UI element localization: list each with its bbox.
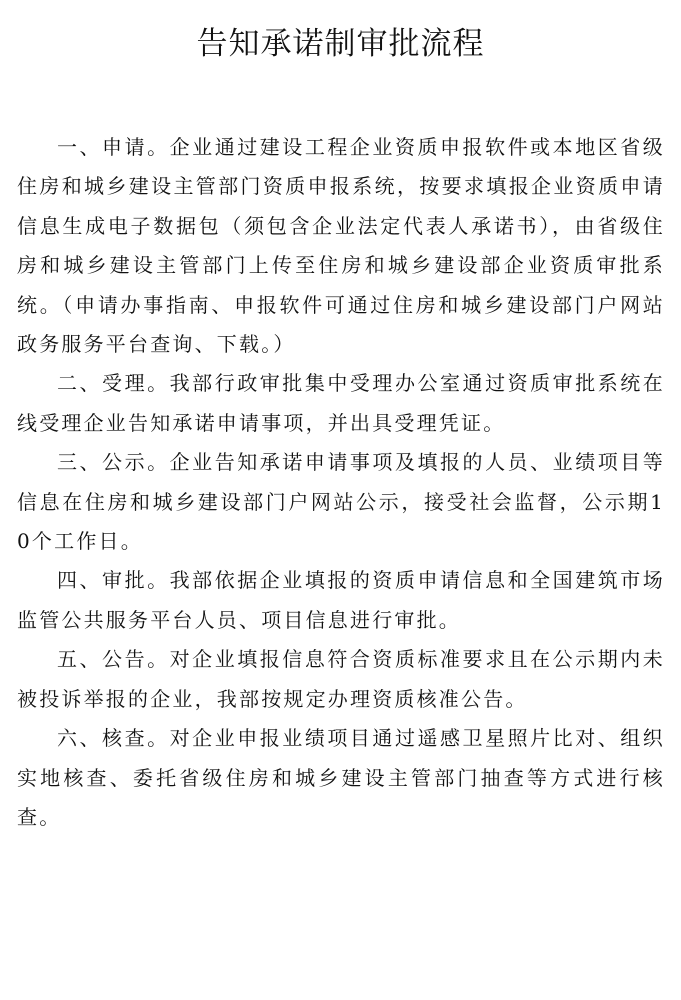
paragraph-announcement: 五、公告。对企业填报信息符合资质标准要求且在公示期内未被投诉举报的企业，我部按规定办理资质核准公告。 (17, 647, 665, 711)
paragraph-approval: 四、审批。我部依据企业填报的资质申请信息和全国建筑市场监管公共服务平台人员、项目信息进行审批。 (17, 568, 665, 632)
paragraph-acceptance: 二、受理。我部行政审批集中受理办公室通过资质审批系统在线受理企业告知承诺申请事项，并出具受理凭证。 (17, 371, 665, 435)
document-body (17, 128, 665, 837)
paragraph-verification: 六、核查。对企业申报业绩项目通过遥感卫星照片比对、组织实地核查、委托省级住房和城乡建设主管部门抽查等方式进行核查。 (17, 726, 665, 829)
paragraph-publicity: 三、公示。企业告知承诺申请事项及填报的人员、业绩项目等信息在住房和城乡建设部门户网站公示，接受社会监督，公示期10个工作日。 (17, 450, 665, 554)
paragraph-application: 一、申请。企业通过建设工程企业资质申报软件或本地区省级住房和城乡建设主管部门资质申报系统，按要求填报企业资质申请信息生成电子数据包（须包含企业法定代表人承诺书），由省级住房和城乡建设主管部门上传至住房和城乡建设部企业资质审批系统。（申请办事指南、申报软件可通过住房和城乡建设部门户网站政务服务平台查询、下载。） (17, 135, 665, 357)
document-title: 告知承诺制审批流程 (196, 26, 485, 62)
